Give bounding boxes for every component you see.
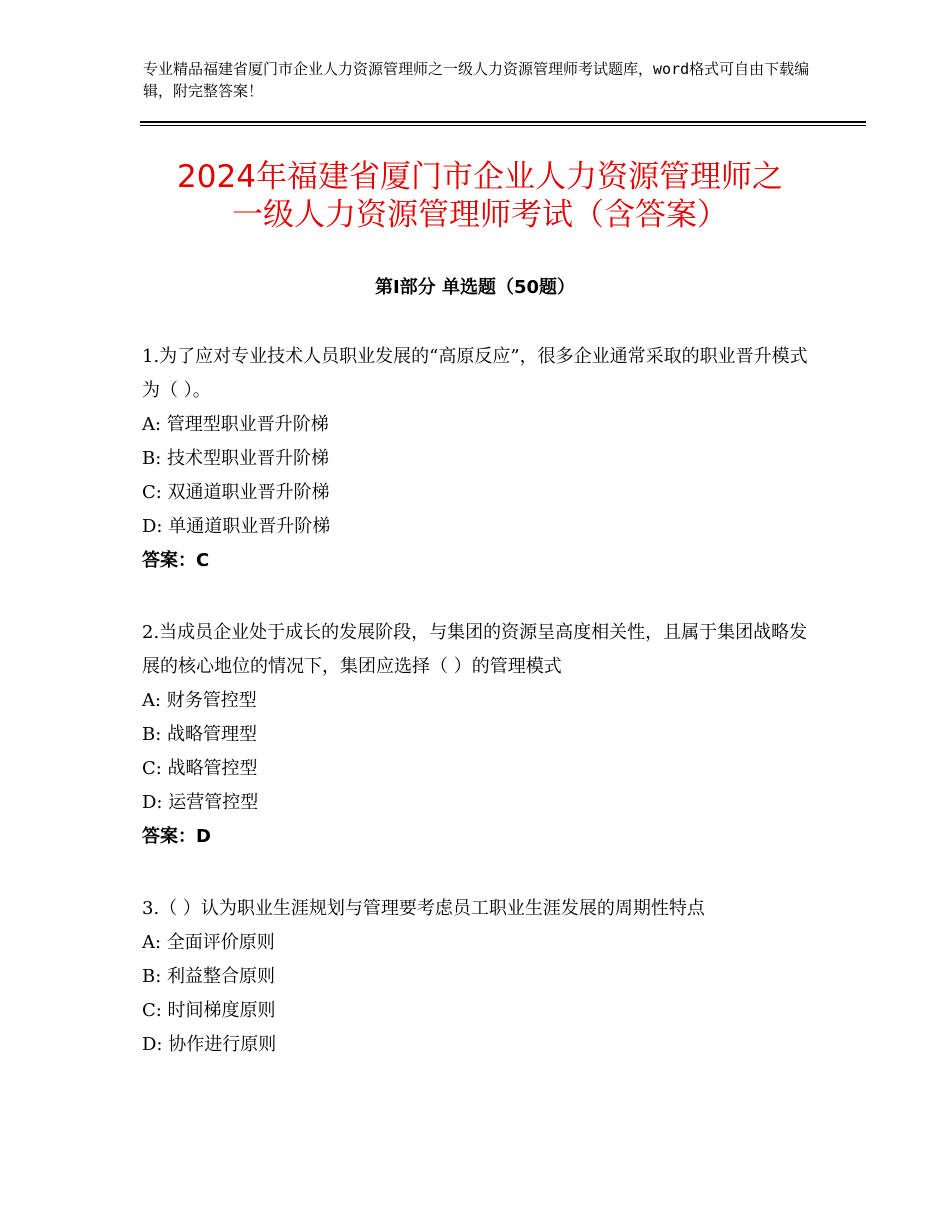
option-c: C: 双通道职业晋升阶梯 bbox=[142, 482, 330, 503]
header-rule-thin bbox=[140, 125, 866, 126]
option-d: D: 单通道职业晋升阶梯 bbox=[142, 516, 331, 537]
document-title bbox=[130, 158, 830, 234]
question-stem: 3.（ ）认为职业生涯规划与管理要考虑员工职业生涯发展的周期性特点 bbox=[142, 898, 705, 919]
option-d: D: 运营管控型 bbox=[142, 792, 259, 813]
option-b: B: 战略管理型 bbox=[142, 724, 258, 745]
option-a: A: 管理型职业晋升阶梯 bbox=[142, 414, 329, 435]
question-2 bbox=[142, 616, 822, 854]
question-stem: 2.当成员企业处于成长的发展阶段，与集团的资源呈高度相关性，且属于集团战略发展的核心地位的情况下，集团应选择（ ）的管理模式 bbox=[142, 622, 808, 677]
question-1 bbox=[142, 340, 822, 578]
option-b: B: 技术型职业晋升阶梯 bbox=[142, 448, 330, 469]
question-stem: 1.为了应对专业技术人员职业发展的“高原反应”，很多企业通常采取的职业晋升模式为（ ）。 bbox=[142, 346, 808, 401]
option-a: A: 财务管控型 bbox=[142, 690, 257, 711]
option-d: D: 协作进行原则 bbox=[142, 1034, 277, 1055]
question-3 bbox=[142, 892, 822, 1062]
answer-label: 答案：D bbox=[142, 826, 211, 847]
option-c: C: 时间梯度原则 bbox=[142, 1000, 276, 1021]
header-note: 专业精品福建省厦门市企业人力资源管理师之一级人力资源管理师考试题库，word格式可自由下载编辑，附完整答案！ bbox=[143, 60, 810, 100]
answer-label: 答案：C bbox=[142, 550, 210, 571]
option-c: C: 战略管控型 bbox=[142, 758, 258, 779]
document-title-line-2: 一级人力资源管理师考试（含答案） bbox=[232, 197, 728, 233]
document-title-line-1: 2024年福建省厦门市企业人力资源管理师之 bbox=[177, 159, 783, 195]
section-heading: 第Ⅰ部分 单选题（50题） bbox=[374, 277, 575, 298]
option-b: B: 利益整合原则 bbox=[142, 966, 276, 987]
question-list bbox=[142, 340, 822, 1100]
header-rule-thick bbox=[140, 121, 866, 123]
option-a: A: 全面评价原则 bbox=[142, 932, 275, 953]
